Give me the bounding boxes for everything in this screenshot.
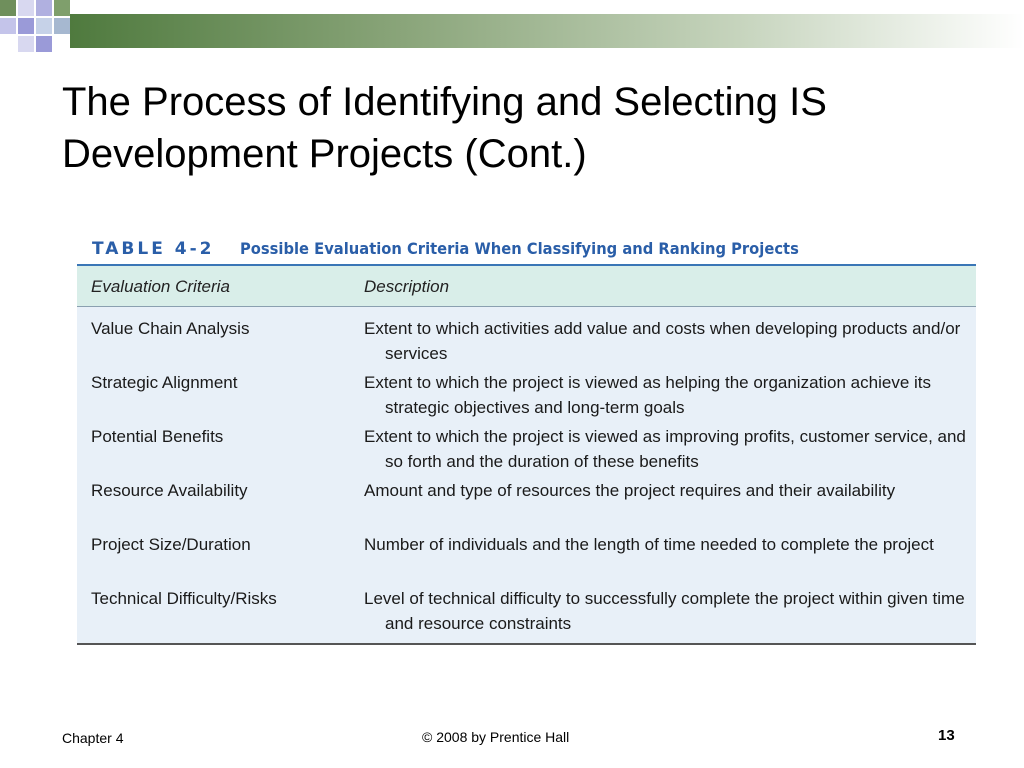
header-gradient-band <box>70 14 1024 48</box>
table-header-row <box>77 266 976 307</box>
slide-title-line: The Process of Identifying and Selecting IS <box>62 80 827 124</box>
criteria-cell: Potential Benefits <box>91 427 224 446</box>
criteria-cell: Value Chain Analysis <box>91 319 250 338</box>
page-number: 13 <box>938 727 955 744</box>
table-row <box>77 316 976 370</box>
table-caption <box>92 236 972 262</box>
description-cell: Number of individuals and the length of time needed to complete the project <box>364 535 934 554</box>
corner-squares-decoration <box>0 0 90 70</box>
slide-title-line: Development Projects (Cont.) <box>62 132 587 176</box>
criteria-cell: Project Size/Duration <box>91 535 251 554</box>
table-label: TABLE 4-2 <box>92 239 215 259</box>
criteria-cell: Strategic Alignment <box>91 373 238 392</box>
column-header-criteria: Evaluation Criteria <box>91 277 230 296</box>
table-row <box>77 370 976 424</box>
footer-chapter: Chapter 4 <box>62 730 124 746</box>
table-row <box>77 478 976 532</box>
evaluation-criteria-table <box>77 264 976 645</box>
slide-title <box>62 76 962 180</box>
footer-copyright: © 2008 by Prentice Hall <box>422 729 570 745</box>
table-row <box>77 586 976 640</box>
description-cell: Extent to which the project is viewed as improving profits, customer service, and so forth and the duration of these benefits <box>364 427 966 471</box>
description-cell: Amount and type of resources the project requires and their availability <box>364 481 896 500</box>
description-cell: Extent to which the project is viewed as helping the organization achieve its strategic objectives and long-term goals <box>364 373 931 417</box>
table-row <box>77 532 976 586</box>
table-row <box>77 424 976 478</box>
description-cell: Extent to which activities add value and costs when developing products and/or services <box>364 319 961 363</box>
table-body <box>77 316 976 640</box>
criteria-cell: Technical Difficulty/Risks <box>91 589 277 608</box>
criteria-cell: Resource Availability <box>91 481 248 500</box>
table-caption-text: Possible Evaluation Criteria When Classifying and Ranking Projects <box>240 239 800 258</box>
column-header-description: Description <box>364 277 450 296</box>
description-cell: Level of technical difficulty to successfully complete the project within given time and resource constraints <box>364 589 965 633</box>
